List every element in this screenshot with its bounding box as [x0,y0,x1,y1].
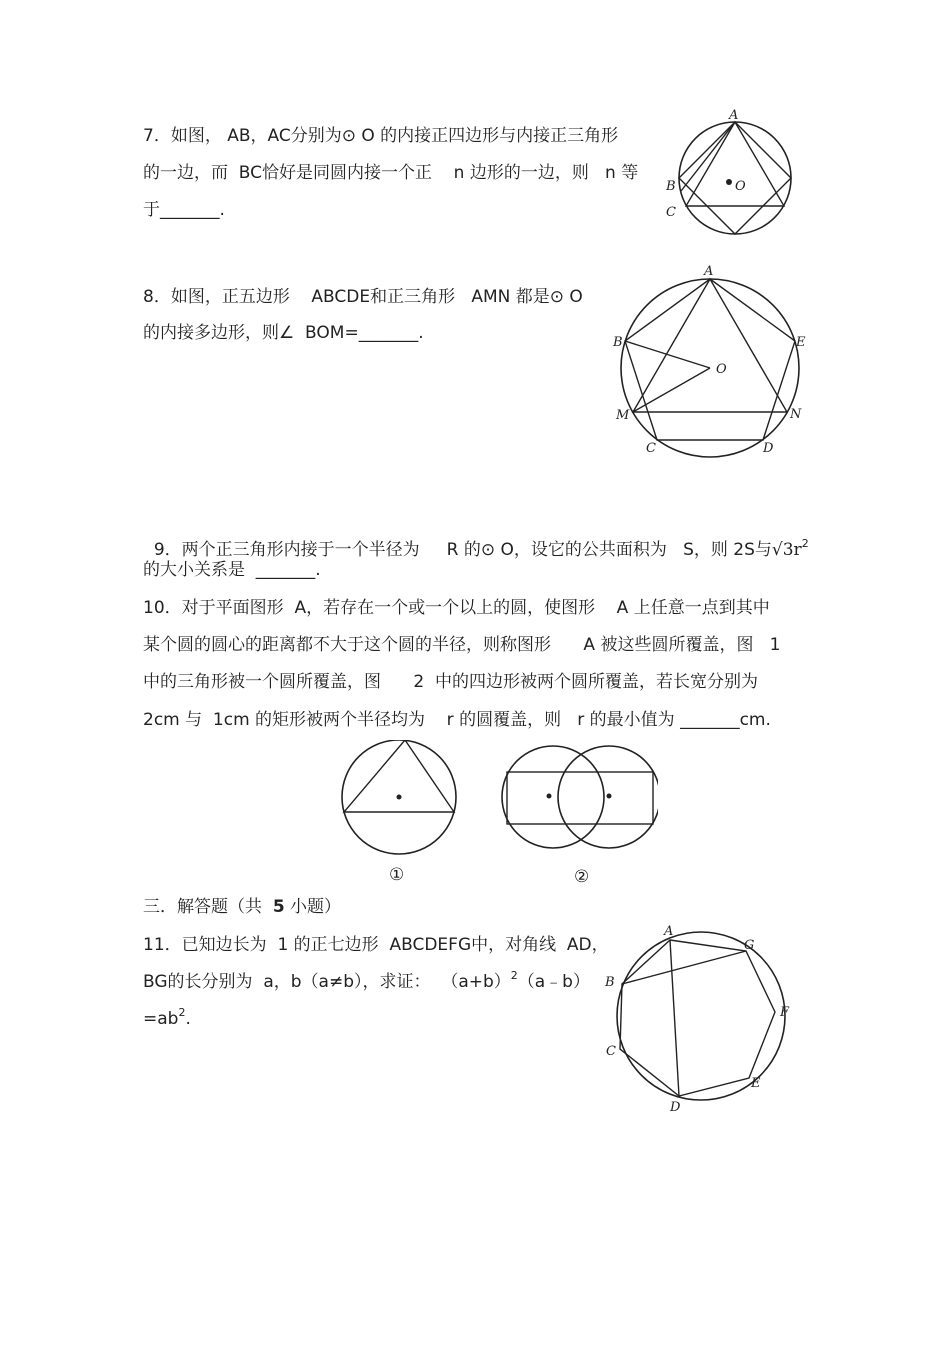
q8-figure [610,262,810,462]
q10-line-4: 2cm 与 1cm 的矩形被两个半径均为 r 的圆覆盖，则 r 的最小值为 _______cm. [143,710,771,730]
q11-line-3b: . [185,1009,191,1029]
q11-line-2a: BG的长分别为 a，b（a≠b），求证： （a+b） [143,972,511,992]
q11-line-2 [143,971,590,995]
q7-label-a: A [729,108,739,123]
q10-figure-2 [498,740,658,890]
section-3-heading [143,896,341,918]
q11-label-a: A [664,924,674,939]
q8-line-1: 8．如图，正五边形 ABCDE和正三角形 AMN 都是⊙ O [143,287,583,307]
q8-label-e: E [796,335,806,350]
q11-label-b: B [605,975,615,990]
q9-text: 9．两个正三角形内接于一个半径为 R 的⊙ O，设它的公共面积为 S，则 2S与 [153,540,772,560]
q8-label-a: A [704,264,714,279]
q10-line-3: 中的三角形被一个圆所覆盖，图 2 中的四边形被两个圆所覆盖，若长宽分别为 [143,672,759,692]
q7-line-3: 于_______. [143,200,225,220]
q8-label-o: O [716,362,727,377]
q8-line-2: 的内接多边形，则∠ BOM=_______. [143,323,424,343]
q9-line-1 [143,517,809,563]
q8-label-m: M [616,408,630,423]
q11-superscript-2: 2 [178,1006,186,1019]
q10-figure-1 [336,740,466,890]
q11-line-2b: （a﹣b） [517,972,590,992]
q7-line-2: 的一边，而 BC恰好是同圆内接一个正 n 边形的一边，则 n 等 [143,163,639,183]
q7-figure [660,108,795,243]
q11-label-f: F [780,1005,790,1020]
q10-line-1: 10．对于平面图形 A，若存在一个或一个以上的圆，使图形 A 上任意一点到其中 [143,598,770,618]
q8-label-c: C [646,441,656,456]
section-3-count: 5 [272,897,285,917]
q11-label-e: E [751,1076,761,1091]
q7-label-b: B [666,179,676,194]
q7-label-c: C [666,205,676,220]
q9-exponent: 2 [801,537,809,550]
q11-label-c: C [606,1044,616,1059]
section-3-prefix: 三．解答题（共 [143,897,273,917]
q8-label-n: N [790,407,802,422]
q10-fig1-caption: ① [389,865,405,885]
q11-superscript-1: 2 [510,969,518,982]
q7-line-1: 7．如图， AB，AC分别为⊙ O 的内接正四边形与内接正三角形 [143,126,619,146]
q9-expression: √3r [771,540,802,560]
q11-line-3a: =ab [143,1009,179,1029]
q10-fig2-caption: ② [574,867,590,887]
q11-label-g: G [744,938,755,953]
q9-line-2: 的大小关系是 _______. [143,560,321,580]
q8-label-b: B [613,335,623,350]
q11-line-1: 11．已知边长为 1 的正七边形 ABCDEFG中，对角线 AD， [143,935,609,955]
q7-label-o: O [735,179,746,194]
q8-label-d: D [763,441,774,456]
q11-line-3 [143,1008,191,1032]
q11-label-d: D [670,1100,681,1115]
q11-figure [600,918,800,1118]
q10-line-2: 某个圆的圆心的距离都不大于这个圆的半径，则称图形 A 被这些圆所覆盖，图 1 [143,635,781,655]
section-3-suffix: 小题） [284,897,342,917]
